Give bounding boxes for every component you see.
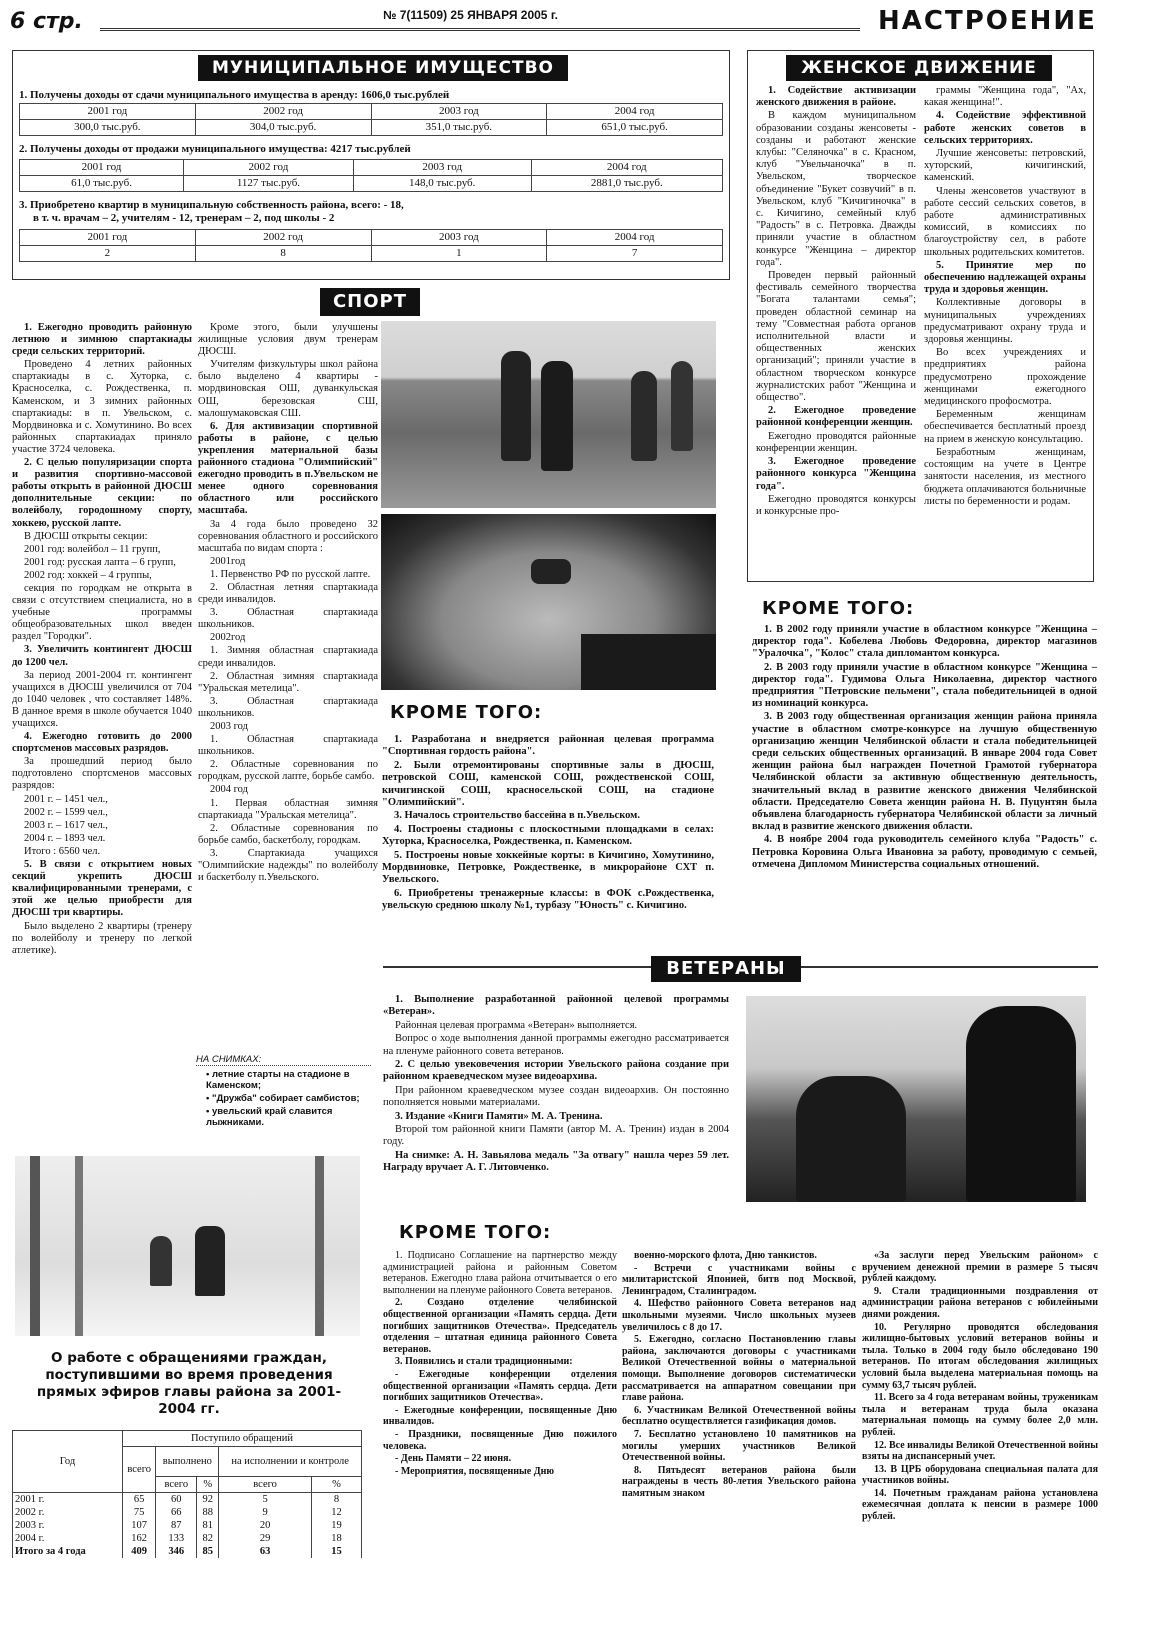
muni-section [12,50,730,280]
paragraph: 2. С целью популяризации спорта и развития спортивно-массовой работы открыть в районной ДЮСШ дополнительные секции: по волейболу, городошному спорту, хоккею, русской лапте. [12,457,192,529]
photo-skiers [15,1156,360,1336]
table-cell: 409 [123,1545,156,1558]
th-done-total: всего [156,1477,197,1493]
women-title: ЖЕНСКОЕ ДВИЖЕНИЕ [786,55,1052,81]
wrestler-figure [531,559,571,584]
paragraph: 2001 г. – 1451 чел., [24,793,108,805]
sport-title: СПОРТ [320,288,420,316]
table-cell: 162 [123,1532,156,1545]
paragraph: 3. Областная спартакиада школьников. [198,607,378,631]
paragraph: На снимке: А. Н. Завьялова медаль "За отвагу" нашла через 59 лет. Награду вручает А. Г. Литовченко. [383,1149,729,1174]
appeals-table [12,1430,362,1558]
table-cell: 87 [156,1519,197,1532]
paragraph: Безработным женщинам, состоящим на учете в Центре занятости населения, из местного бюджета оплачиваются больничные листы по беременности и родам. [924,446,1086,507]
paragraph: 1. Зимняя областная спартакиада среди инвалидов. [198,645,378,669]
value-cell: 304,0 тыс.руб. [195,120,371,136]
list-item: военно-морского флота, Дню танкистов. [634,1250,817,1261]
paragraph: Лучшие женсоветы: петровский, хуторский, кичигинский, каменский. [924,148,1086,184]
muni-table-rent [19,103,723,136]
value-cell: 148,0 тыс.руб. [353,176,531,192]
table-cell: Итого за 4 года [13,1545,123,1558]
paragraph: 3. Областная спартакиада школьников. [198,695,378,719]
table-cell: 2003 г. [13,1519,123,1532]
veteran-figure [796,1076,906,1202]
women-more-title: КРОМЕ ТОГО: [762,598,915,619]
list-item: 10. Регулярно проводятся обследования жилищно-бытовых условий ветеранов войны и тыла. Только в 2004 году было обследовано 190 ветеранов. По итогам обследования жилищных условий была выделена материальная помощь на сумму 63,7 тысяч рублей. [862,1321,1098,1391]
caption-item: • увельский край славится лыжниками. [206,1106,333,1128]
runner-figure [631,371,657,461]
table-row [13,1506,362,1519]
veterans-list [383,994,729,1176]
women-column-2 [924,85,1086,509]
caption-item: • летние старты на стадионе в Каменском; [206,1069,350,1091]
th-received: Поступило обращений [123,1431,362,1447]
table-cell: 2002 г. [13,1506,123,1519]
list-item: 14. Почетным гражданам района установлена ежемесячная доплата к пенсии в размере 1000 рублей. [862,1487,1098,1523]
table-cell: 15 [311,1545,361,1558]
page-number: 6 стр. [10,9,83,34]
value-cell: 8 [195,246,371,262]
table-cell: 19 [311,1519,361,1532]
paragraph: 1. Выполнение разработанной районной целевой программы «Ветеран». [383,994,729,1018]
paragraph: 3. Увеличить контингент ДЮСШ до 1200 чел. [12,644,192,668]
veterans-more-col-2 [622,1250,856,1500]
paragraph: 1. Ежегодно проводить районную летнюю и зимнюю спартакиады среди сельских территорий. [12,322,192,358]
paragraph: 2003 год [210,721,248,732]
list-item: 2. Создано отделение челябинской общественной организации «Память сердца. Дети погибших защитников Отечества». Председатель отделения – штатная единица районного Совета ветеранов. [383,1297,617,1355]
table-cell: 8 [311,1493,361,1507]
women-more-list [752,624,1097,871]
paragraph: 2004 год [210,784,248,796]
table-cell: 2004 г. [13,1532,123,1545]
value-cell: 651,0 тыс.руб. [547,120,723,136]
paragraph: 1. Областная спартакиада школьников. [198,734,378,758]
photo-runners [381,321,716,508]
list-item: 5. Ежегодно, согласно Постановлению главы района, заключаются договоры с участниками Великой Отечественной войны о материальной помощи. Выполнение договоров систематически рассматривается на аппаратном совещании при главе района. [622,1334,856,1404]
photo-veterans [746,996,1086,1202]
th-total: всего [123,1447,156,1493]
table-cell: 20 [219,1519,312,1532]
audience-row [581,634,716,690]
year-cell: 2004 год [547,230,723,246]
veterans-more-title: КРОМЕ ТОГО: [399,1222,552,1243]
table-cell: 346 [156,1545,197,1558]
paragraph: 5. Принятие мер по обеспечению надлежащей охраны труда и здоровья женщин. [924,259,1086,296]
paragraph: 2. С целью увековечения истории Увельского района создание при районном краеведческом музее видеоархива. [383,1059,729,1083]
paragraph: При районном краеведческом музее создан видеоархив. Он постоянно пополняется новыми материалами. [383,1084,729,1109]
list-item: 6. Приобретены тренажерные классы: в ФОК с.Рождественка, увельскую среднюю школу №1, турбазу "Юность" с. Кичигино. [382,887,714,912]
paragraph: 4. Ежегодно готовить до 2000 спортсменов массовых разрядов. [12,731,192,755]
list-item: - Ежегодные конференции отделения общественной организации «Память сердца. Дети погибших защитников Отечества». [383,1368,617,1404]
list-item: 2. Были отремонтированы спортивные залы в ДЮСШ, петровской СОШ, каменской СОШ, рождественской СОШ, кичигинской СОШ, красносельской СОШ, на стадионе "Олимпийский". [382,759,714,809]
th-year: Год [13,1431,123,1493]
list-item: 4. В ноябре 2004 года руководитель семейного клуба "Радость" с. Петровка Коровина Ольга Ивановна за работу, проводимую с семьей, отмечена Дипломом Министерства социальных отношений. [752,834,1097,870]
list-item: - День Памяти – 22 июня. [395,1453,512,1465]
value-cell: 7 [547,246,723,262]
runner-figure [501,351,531,461]
muni-table-sale [19,159,723,192]
sport-column-2 [198,322,378,885]
sport-more-title: КРОМЕ ТОГО: [390,702,543,723]
value-cell: 1 [371,246,547,262]
muni-item-3a: 3. Приобретено квартир в муниципальную собственность района, всего: - 18, [19,199,404,211]
th-done: выполнено [156,1447,219,1477]
list-item: - Мероприятия, посвященные Дню [395,1465,555,1477]
table-cell: 12 [311,1506,361,1519]
value-cell: 2 [20,246,196,262]
appeals-title: О работе с обращениями граждан, поступившими во время проведения прямых эфиров главы района за 2001-2004 гг. [36,1350,342,1417]
year-cell: 2002 год [184,160,354,176]
paragraph: Учителям физкультуры школ района было выделено 4 квартиры - мордвиновская ОШ, дуванкульская ОШ, березовская СШ, малошумаковская СШ. [198,359,378,419]
table-cell: 92 [197,1493,219,1507]
paragraph: граммы "Женщина года", "Ах, какая женщина!". [924,85,1086,109]
photo-captions [196,1054,371,1128]
table-cell: 63 [219,1545,312,1558]
muni-table-flats [19,229,723,262]
year-cell: 2003 год [353,160,531,176]
birch-tree [315,1156,324,1336]
birch-tree [30,1156,40,1336]
list-item: 3. Появились и стали традиционными: [395,1356,573,1368]
table-row [13,1493,362,1507]
birch-tree [75,1156,83,1336]
paragraph: 2002 г. – 1599 чел., [24,806,108,818]
list-item: 4. Шефство районного Совета ветеранов над школьными музеями. Число школьных музеев увеличилось с 8 до 17. [622,1298,856,1333]
list-item: 5. Построены новые хоккейные корты: в Кичигино, Хомутинино, Мордвиновке, Петровке, Рождественке, в микрорайоне СХТ п. Увельского. [382,849,714,886]
paragraph: 6. Для активизации спортивной работы в районе, с целью укрепления материальной базы районного стадиона "Олимпийский" ежегодно проводить в п.Увельском не менее одного соревнования областного или российского масштаба. [198,420,378,517]
th-done-pct: % [197,1477,219,1493]
table-cell: 9 [219,1506,312,1519]
captions-title: НА СНИМКАХ: [196,1054,371,1066]
paragraph: Беременным женщинам обеспечивается бесплатный проезд на прием в женскую консультацию. [924,409,1086,445]
paragraph: секция по городкам не открыта в связи с отсутствием специалиста, но в учебные программы общеобразовательных школ введен раздел "Городки". [12,582,192,643]
list-item: 4. Построены стадионы с плоскостными площадками в селах: Хуторка, Красноселка, Рождественка, п. Каменском. [382,823,714,848]
paragraph: 3. Ежегодное проведение районного конкурса "Женщина года". [756,456,916,492]
list-item: 2. В 2003 году приняли участие в областном конкурсе "Женщина – директор года". Гудимова Ольга Николаевна, директор частного предприятия "Петровские пельмени", стала победительницей в одной из номинаций конкурса. [752,661,1097,710]
value-cell: 300,0 тыс.руб. [20,120,196,136]
page-header [10,6,1160,42]
paragraph: 2004 г. – 1893 чел. [24,832,106,844]
list-item: 12. Все инвалиды Великой Отечественной войны взяты на диспансерный учет. [862,1439,1099,1463]
runner-figure [671,361,693,451]
paragraph: 2. Областная зимняя спартакиада "Уральская метелица". [198,670,378,694]
list-item: 13. В ЦРБ оборудована специальная палата для участников войны. [862,1463,1098,1487]
list-item: 3. Началось строительство бассейна в п.Увельском. [394,810,640,822]
table-cell: 66 [156,1506,197,1519]
paragraph: 1. Содействие активизации женского движения в районе. [756,85,916,109]
paragraph: 2. Областные соревнования по борьбе самбо, баскетболу, городкам. [198,822,378,846]
veterans-title: ВЕТЕРАНЫ [651,956,801,982]
women-section [747,50,1094,582]
paragraph: 2002 год: хоккей – 4 группы, [24,569,152,581]
caption-item: • "Дружба" собирает самбистов; [206,1093,360,1104]
women-column-1 [756,85,916,519]
table-cell: 2001 г. [13,1493,123,1507]
muni-item-3 [19,199,404,225]
table-row [13,1532,362,1545]
paragraph: Проведен первый районный фестиваль семейного творчества "Богата талантами семья"; проведен областной семинар на тему "Совместная работа органов исполнительной власти и общественных женских организаций"; приняли участие в областном творческом конкурсе журналистских работ "Женщина и общество". [756,270,916,404]
runner-figure [541,361,573,471]
veterans-more-col-3 [862,1250,1098,1524]
year-cell: 2002 год [195,104,371,120]
table-cell: 107 [123,1519,156,1532]
paragraph: В каждом муниципальном образовании созданы женсоветы - созданы и работают женские клубы: "Селяночка" в с. Красном, клуб "Увельчаночка" в п. Увельском, творческое объединение "Букет созвучий" в п. Увельском, клуб "Кичигиночка" в с. Кичигино, семейный клуб "Радость" в с. Петровка. Дважды приняли участие в областном конкурсе "Женщина – директор года". [756,110,916,268]
paragraph: 2001год [210,555,246,567]
paragraph: 2002год [210,632,246,644]
table-cell: 29 [219,1532,312,1545]
paragraph: За период 2001-2004 гг. контингент учащихся в ДЮСШ увеличился от 704 до 1040 человек , что составляет 148%. В данное время в школе обучается 1040 учащихся. [12,669,192,729]
list-item: 8. Пятьдесят ветеранов района были награждены в честь 80-летия Увельского района памятным знаком [622,1464,856,1499]
official-figure [966,1006,1076,1202]
th-exec-total: всего [219,1477,312,1493]
paragraph: В ДЮСШ открыты секции: [24,530,148,542]
paragraph: Районная целевая программа «Ветеран» выполняется. [395,1019,638,1031]
list-item: 1. В 2002 году приняли участие в областном конкурсе "Женщина – директор года". Кобелева Любовь Федоровна, директор магазинов "Уралочка", "Колос" стала дипломантом конкурса. [752,624,1097,660]
paragraph: 2001 год: русская лапта – 6 групп, [24,556,176,568]
table-cell: 133 [156,1532,197,1545]
list-item: 6. Участникам Великой Отечественной войны бесплатно осуществляется газификация домов. [622,1404,856,1428]
paragraph: За 4 года было проведено 32 соревнования областного и российского масштаба по видам спорта : [198,518,378,554]
list-item: 9. Стали традиционными поздравления от администрации района ветеранов с юбилейными днями рождения. [862,1285,1098,1320]
paragraph: Кроме этого, были улучшены жилищные условия двум тренерам ДЮСШ. [198,322,378,358]
table-cell: 85 [197,1545,219,1558]
sport-more-box [382,702,718,948]
year-cell: 2001 год [20,230,196,246]
table-cell: 88 [197,1506,219,1519]
paragraph: Члены женсоветов участвуют в работе сессий сельских советов, в работе административных комиссий, в комиссиях по благоустройству сел, в работе школьных родительских комитетов. [924,185,1086,258]
year-cell: 2004 год [547,104,723,120]
paragraph: 2003 г. – 1617 чел., [24,819,108,831]
paragraph: Во всех учреждениях и предприятиях района предусмотрено прохождение женщинами ежегодного медицинского профосмотра. [924,347,1086,408]
women-more-box [752,598,1097,872]
list-item: «За заслуги перед Увельским районом» с вручением денежной премии в размере 5 тысяч рублей каждому. [862,1250,1098,1285]
header-rule [100,28,860,31]
list-item: 1. Разработана и внедряется районная целевая программа "Спортивная гордость района". [382,734,714,758]
list-item: 11. Всего за 4 года ветеранам войны, труженикам тыла и ветеранам труда была оказана материальная помощь на сумму более 2,0 млн. рублей. [862,1392,1098,1438]
paragraph: 3. Спартакиада учащихся "Олимпийские надежды" по волейболу и баскетболу п.Увельского. [198,847,378,884]
paragraph: 3. Издание «Книги Памяти» М. А. Тренина. [395,1110,603,1122]
paragraph: 2. Областные соревнования по городкам, русской лапте, борьбе самбо. [198,759,378,783]
muni-item-3b: в т. ч. врачам – 2, учителям - 12, тренерам – 2, под школы - 2 [33,212,335,224]
paragraph: Итого : 6560 чел. [24,845,101,857]
issue-info: № 7(11509) 25 ЯНВАРЯ 2005 г. [383,8,558,22]
table-cell: 5 [219,1493,312,1507]
paragraph: Проведено 4 летних районных спартакиады в с. Хуторка, с. Красноселка, с. Рождественка, п. Каменском, и 3 зимних районных спартакиады: в п. Увельском, с. Мордвиновка и с. Хомутинино. Во всех районных спартакиадах приняло участие 3724 человека. [12,359,192,455]
list-item: 3. В 2003 году общественная организация женщин района приняла участие в областном смотре-конкурсе на лучшую общественную организацию женщин Челябинской области и стала победительницей среди сельских общественных организаций. В январе 2004 года Совет женщин района был награжден Почетной Грамотой губернатора Челябинской области за активную общественную деятельность, значительный вклад в развитие женского движения Челябинской области. Председателю Совета женщин района Н. В. Пуцунтян была объявлена благодарность губернатора Челябинской области за личный вклад в развитие женского движения области. [752,711,1097,833]
list-item: - Встречи с участниками войны с милитаристской Японией, битв под Москвой, Ленинградом, Сталинградом. [622,1262,856,1297]
paragraph: 2. Ежегодное проведение районной конференции женщин. [756,405,916,429]
paragraph: 1. Первая областная зимняя спартакиада "Уральская метелица". [198,797,378,821]
sport-column-1 [12,322,192,958]
table-row [13,1519,362,1532]
table-cell: 82 [197,1532,219,1545]
veterans-more-col-1 [383,1250,617,1478]
paragraph: Вопрос о ходе выполнения данной программы ежегодно рассматривается на пленуме районного совета ветеранов. [383,1033,729,1057]
year-cell: 2001 год [20,104,196,120]
value-cell: 1127 тыс.руб. [184,176,354,192]
rubric-title: НАСТРОЕНИЕ [878,6,1097,36]
muni-item-1: 1. Получены доходы от сдачи муниципального имущества в аренду: 1606,0 тыс.рублей [19,89,450,101]
list-item: - Праздники, посвященные Дню пожилого человека. [383,1428,617,1452]
th-exec: на исполнении и контроле [219,1447,362,1477]
muni-title: МУНИЦИПАЛЬНОЕ ИМУЩЕСТВО [198,55,568,81]
paragraph: 2001 год: волейбол – 11 групп, [24,543,161,555]
skier-figure [195,1226,225,1296]
year-cell: 2004 год [531,160,722,176]
paragraph: Ежегодно проводятся конкурсы и конкурсные про- [756,493,916,517]
list-item: 7. Бесплатно установлено 10 памятников на могилы умерших участников Великой Отечественной войны. [622,1428,856,1464]
muni-item-2: 2. Получены доходы от продажи муниципального имущества: 4217 тыс.рублей [19,143,411,155]
table-cell: 18 [311,1532,361,1545]
skier-figure [150,1236,172,1286]
paragraph: 4. Содействие эффективной работе женских советов в сельских территориях. [924,110,1086,146]
value-cell: 2881,0 тыс.руб. [531,176,722,192]
paragraph: За прошедший период было подготовлено спортсменов массовых разрядов: [12,756,192,792]
year-cell: 2003 год [371,230,547,246]
table-cell: 65 [123,1493,156,1507]
table-cell: 60 [156,1493,197,1507]
paragraph: Было выделено 2 квартиры (тренеру по волейболу и тренеру по легкой атлетике). [12,920,192,956]
sport-more-list [382,734,718,913]
value-cell: 351,0 тыс.руб. [371,120,547,136]
paragraph: 1. Первенство РФ по русской лапте. [210,568,371,580]
table-cell: 81 [197,1519,219,1532]
list-item: - Ежегодные конференции, посвященные Дню инвалидов. [383,1404,617,1428]
table-row [13,1545,362,1558]
year-cell: 2002 год [195,230,371,246]
paragraph: Ежегодно проводятся районные конференции женщин. [756,430,916,454]
year-cell: 2001 год [20,160,184,176]
paragraph: 2. Областная летняя спартакиада среди инвалидов. [198,581,378,606]
photo-wrestling [381,514,716,690]
paragraph: 5. В связи с открытием новых секций укрепить ДЮСШ квалифицированными тренерами, с этой же целью приобрести для ДЮСШ три квартиры. [12,859,192,919]
paragraph: Второй том районной книги Памяти (автор М. А. Тренин) издан в 2004 году. [383,1124,729,1148]
veterans-more [383,1222,1098,1244]
year-cell: 2003 год [371,104,547,120]
value-cell: 61,0 тыс.руб. [20,176,184,192]
list-item: 1. Подписано Соглашение на партнерство между администрацией района и районным Советом ветеранов. Ежегодно глава района отчитывается о его выполнении на пленуме районного Совета ветеранов. [383,1250,617,1296]
table-cell: 75 [123,1506,156,1519]
th-exec-pct: % [311,1477,361,1493]
paragraph: Коллективные договоры в муниципальных учреждениях предусматривают охрану труда и здоровья женщины. [924,297,1086,346]
